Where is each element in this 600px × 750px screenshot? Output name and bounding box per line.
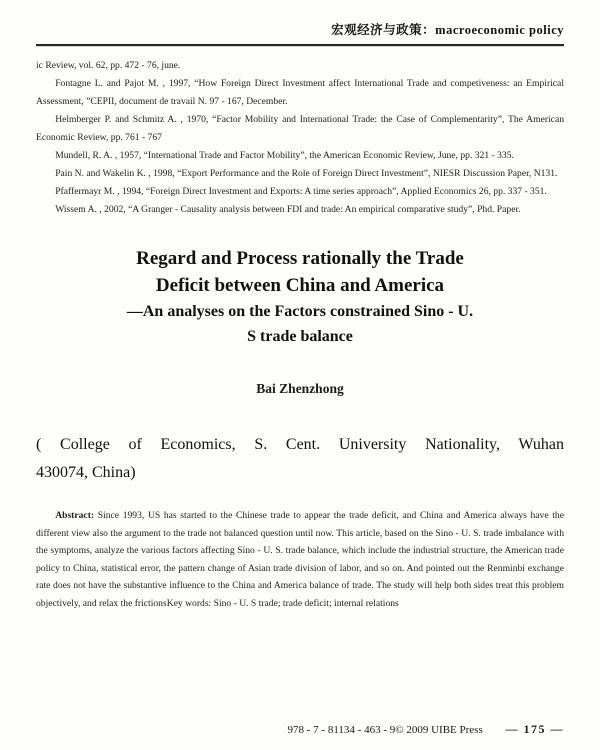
page-footer <box>36 722 564 737</box>
article-title-block <box>36 245 564 349</box>
keywords-text: Sino - U. S trade; trade deficit; internal relations <box>211 597 399 609</box>
reference-entry: Pain N. and Wakelin K. , 1998, “Export Performance and the Role of Foreign Direct Investment”, NIESR Discussion Paper, N131. <box>55 168 558 179</box>
keywords-label: Key words: <box>166 597 212 609</box>
title-line-1: Regard and Process rationally the Trade <box>136 248 464 269</box>
author-affiliation <box>36 431 564 487</box>
reference-entry: Wissem A. , 2002, “A Granger - Causality analysis between FDI and trade: An empirical comparative study”, Phd. Paper. <box>55 204 521 215</box>
reference-entry: Mundell, R. A. , 1957, “International Trade and Factor Mobility”, the American Economic Review, June, pp. 321 - 335. <box>55 150 514 161</box>
isbn-imprint: 978 - 7 - 81134 - 463 - 9© 2009 UIBE Press <box>287 724 483 736</box>
abstract-body: Since 1993, US has started to the Chinese trade to appear the trade deficit, and China and America always have the different view also the argument to the trade not balanced question until now. This article, based on the Sino - U. S. trade imbalance with the symptoms, analyze the various factors affecting Sino - U. S. trade balance, which include the industrial structure, the American trade policy to China, statistical error, the pattern change of Asian trade division of labor, and so on. And pointed out the Renminbi exchange rate does not have the substantive influence to the China and America balance of trade. The study will help both sides treat this problem objectively, and relax the frictions <box>36 510 564 609</box>
header-rule <box>36 44 564 46</box>
author-name: Bai Zhenzhong <box>256 381 344 396</box>
page-number: — 175 — <box>505 722 564 736</box>
title-line-2: Deficit between China and America <box>155 275 445 296</box>
running-head: 宏观经济与政策：macroeconomic policy <box>331 23 564 37</box>
affiliation-line-2: 430074, China) <box>36 464 136 481</box>
affiliation-line-1: ( College of Economics, S. Cent. University Nationality, Wuhan <box>36 436 564 453</box>
reference-continuation: ic Review, vol. 62, pp. 472 - 76, june. <box>36 60 181 71</box>
subtitle-line-1: —An analyses on the Factors constrained Sino - U. <box>126 303 474 320</box>
abstract-paragraph <box>36 507 564 612</box>
subtitle-line-2: S trade balance <box>247 328 353 345</box>
abstract-label: Abstract: <box>55 510 95 521</box>
reference-entry: Fontagne L. and Pajot M. , 1997, “How Foreign Direct Investment affect International Trade and competiveness: an Empirical Assessment, ”CEPII, document de travail N. 97 - 167, December. <box>36 78 564 107</box>
page-header <box>36 0 564 38</box>
reference-entry: Pfaffermayr M. , 1994, “Foreign Direct Investment and Exports: A time series approach”, Applied Economics 26, pp. 337 - 351. <box>55 186 547 197</box>
references-section <box>36 57 564 219</box>
reference-entry: Helmberger P. and Schmitz A. , 1970, “Factor Mobility and International Trade: the Case of Complementarity”, The American Economic Review, pp. 761 - 767 <box>36 114 564 143</box>
